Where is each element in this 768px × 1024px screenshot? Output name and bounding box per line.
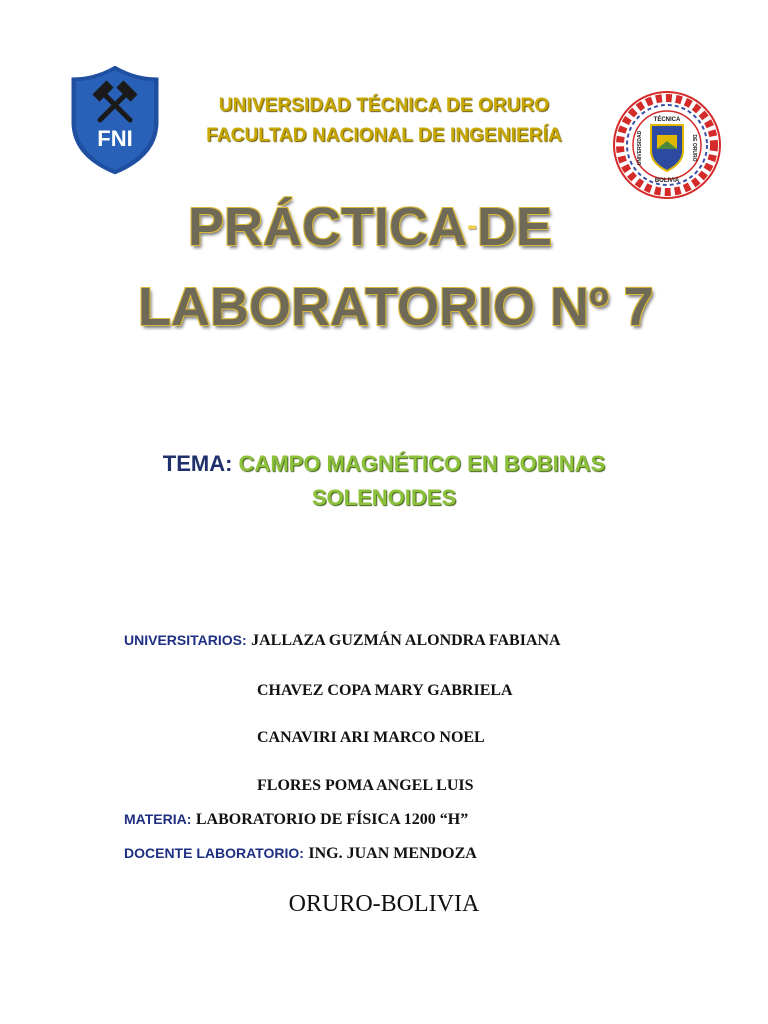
- tema-label: TEMA:: [162, 451, 233, 476]
- title-line-1: [188, 196, 552, 258]
- title-dash: -: [467, 209, 477, 242]
- teacher-row: [124, 845, 477, 863]
- teacher-label: DOCENTE LABORATORIO:: [124, 845, 304, 861]
- students-row: [124, 632, 561, 650]
- student-name: FLORES POMA ANGEL LUIS: [257, 777, 474, 794]
- location-text: ORURO-BOLIVIA: [288, 891, 480, 917]
- tema-text-line-1: CAMPO MAGNÉTICO EN BOBINAS: [238, 451, 606, 476]
- fni-logo: [66, 62, 164, 178]
- fni-logo-text: FNI: [97, 126, 133, 151]
- header-university: UNIVERSIDAD TÉCNICA DE ORURO: [218, 95, 550, 116]
- student-name: CHAVEZ COPA MARY GABRIELA: [257, 682, 513, 699]
- title-line-2: LABORATORIO Nº 7: [138, 277, 654, 337]
- tema-line-1: [0, 451, 768, 477]
- tema-text-line-2: SOLENOIDES: [311, 485, 457, 510]
- header-faculty: FACULTAD NACIONAL DE INGENIERÍA: [206, 125, 562, 146]
- seal-left-text: UNIVERSIDAD: [637, 130, 643, 166]
- title-word-de: DE: [477, 197, 553, 257]
- seal-top-text: TÉCNICA: [653, 117, 681, 123]
- student-name: CANAVIRI ARI MARCO NOEL: [257, 729, 485, 746]
- subject-row: [124, 811, 468, 829]
- teacher-value: ING. JUAN MENDOZA: [308, 845, 477, 862]
- subject-value: LABORATORIO DE FÍSICA 1200 “H”: [195, 811, 469, 828]
- student-name: JALLAZA GUZMÁN ALONDRA FABIANA: [251, 632, 561, 649]
- students-label: UNIVERSITARIOS:: [124, 632, 247, 648]
- tema-line-2: [0, 485, 768, 511]
- seal-right-text: DE ORURO: [691, 134, 697, 162]
- subject-label: MATERIA:: [124, 811, 192, 827]
- seal-bottom-text: BOLIVIA: [654, 178, 680, 184]
- title-word-practica: PRÁCTICA: [188, 197, 467, 257]
